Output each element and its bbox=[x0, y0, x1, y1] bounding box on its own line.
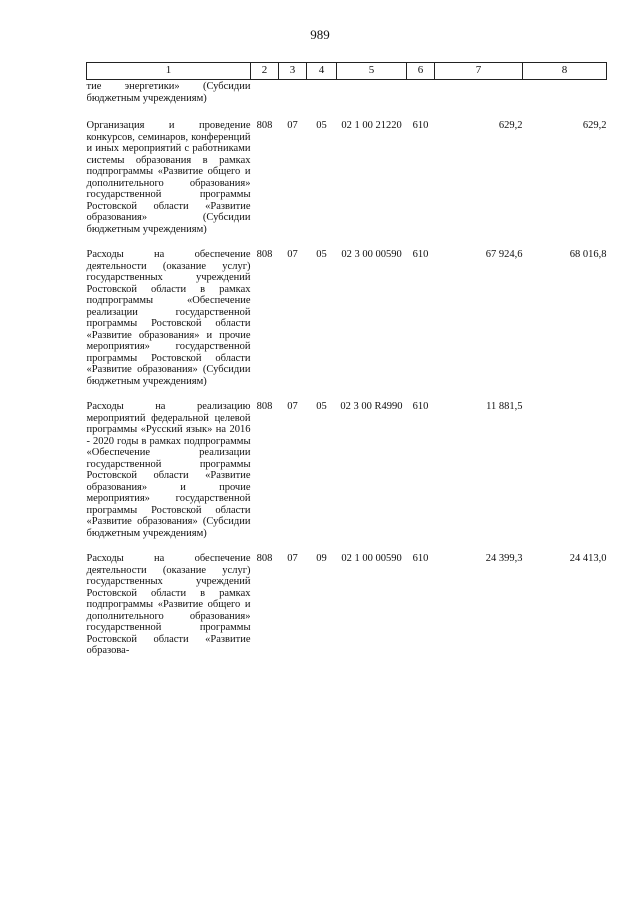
row-target-article: 02 1 00 00590 bbox=[341, 553, 402, 564]
row-target-article: 02 3 00 R4990 bbox=[340, 401, 403, 412]
header-col-5: 5 bbox=[337, 63, 407, 80]
table-row bbox=[87, 401, 607, 553]
page-number: 989 bbox=[310, 27, 330, 42]
row-subsection: 05 bbox=[316, 120, 327, 131]
row-section: 07 bbox=[287, 120, 298, 131]
table-row bbox=[87, 120, 607, 249]
row-amount-2 bbox=[523, 80, 607, 121]
row-target-article: 02 1 00 21220 bbox=[341, 120, 402, 131]
table-row bbox=[87, 553, 607, 671]
header-col-7: 7 bbox=[435, 63, 523, 80]
row-subsection: 05 bbox=[316, 249, 327, 260]
row-target-article: 02 3 00 00590 bbox=[341, 249, 402, 260]
row-amount-1 bbox=[435, 80, 523, 121]
row-description: Расходы на обеспечение деятельности (оказание услуг) государственных учреждений Ростовской области в рамках подпрограммы «Развитие общего и дополнительного образования» государственной программы Ростовской области «Развитие образова- bbox=[86, 553, 251, 656]
row-amount-1: 24 399,3 bbox=[485, 553, 523, 564]
row-amount-1: 629,2 bbox=[498, 120, 523, 131]
row-amount-1: 11 881,5 bbox=[486, 401, 523, 412]
row-amount-1: 67 924,6 bbox=[485, 249, 523, 260]
header-col-2: 2 bbox=[251, 63, 279, 80]
header-row bbox=[87, 63, 607, 80]
row-section bbox=[279, 80, 307, 121]
row-expense-type: 610 bbox=[412, 553, 429, 564]
row-subsection: 09 bbox=[316, 553, 327, 564]
table-row bbox=[87, 249, 607, 401]
header-col-8: 8 bbox=[523, 63, 607, 80]
row-expense-type: 610 bbox=[412, 249, 429, 260]
row-ministry: 808 bbox=[256, 401, 273, 412]
header-col-1: 1 bbox=[87, 63, 251, 80]
budget-table bbox=[86, 62, 607, 671]
row-expense-type: 610 bbox=[412, 120, 429, 131]
header-col-4: 4 bbox=[307, 63, 337, 80]
table-row bbox=[87, 80, 607, 121]
row-section: 07 bbox=[287, 553, 298, 564]
row-subsection: 05 bbox=[316, 401, 327, 412]
row-description: тие энергетики» (Субсидии бюджетным учреждениям) bbox=[86, 81, 251, 104]
header-col-6: 6 bbox=[407, 63, 435, 80]
row-ministry bbox=[251, 80, 279, 121]
row-ministry: 808 bbox=[256, 553, 273, 564]
row-section: 07 bbox=[287, 249, 298, 260]
row-ministry: 808 bbox=[256, 120, 273, 131]
row-target-article bbox=[337, 80, 407, 121]
row-amount-2 bbox=[523, 401, 607, 553]
row-description: Организация и проведение конкурсов, семинаров, конференций и иных мероприятий с работниками системы образования в рамках подпрограммы «Развитие общего и дополнительного образования» государственной программы Ростовской области «Развитие образования» (Субсидии бюджетным учреждениям) bbox=[86, 120, 251, 235]
row-description: Расходы на обеспечение деятельности (оказание услуг) государственных учреждений Ростовской области в рамках подпрограммы «Обеспечение реализации государственной программы Ростовской области «Развитие образования» и прочие мероприятия» государственной программы Ростовской области «Развитие образования» (Субсидии бюджетным учреждениям) bbox=[86, 249, 251, 387]
row-expense-type bbox=[407, 80, 435, 121]
header-col-3: 3 bbox=[279, 63, 307, 80]
row-description: Расходы на реализацию мероприятий федеральной целевой программы «Русский язык» на 2016 - 2020 годы в рамках подпрограммы «Обеспечение реализации государственной программы Ростовской области «Развитие образования» и прочие мероприятия» государственной программы Ростовской области «Развитие образования» (Субсидии бюджетным учреждениям) bbox=[86, 401, 251, 539]
row-section: 07 bbox=[287, 401, 298, 412]
row-amount-2: 24 413,0 bbox=[569, 553, 607, 564]
row-amount-2: 68 016,8 bbox=[569, 249, 607, 260]
row-expense-type: 610 bbox=[412, 401, 429, 412]
row-amount-2: 629,2 bbox=[582, 120, 607, 131]
row-subsection bbox=[307, 80, 337, 121]
row-ministry: 808 bbox=[256, 249, 273, 260]
